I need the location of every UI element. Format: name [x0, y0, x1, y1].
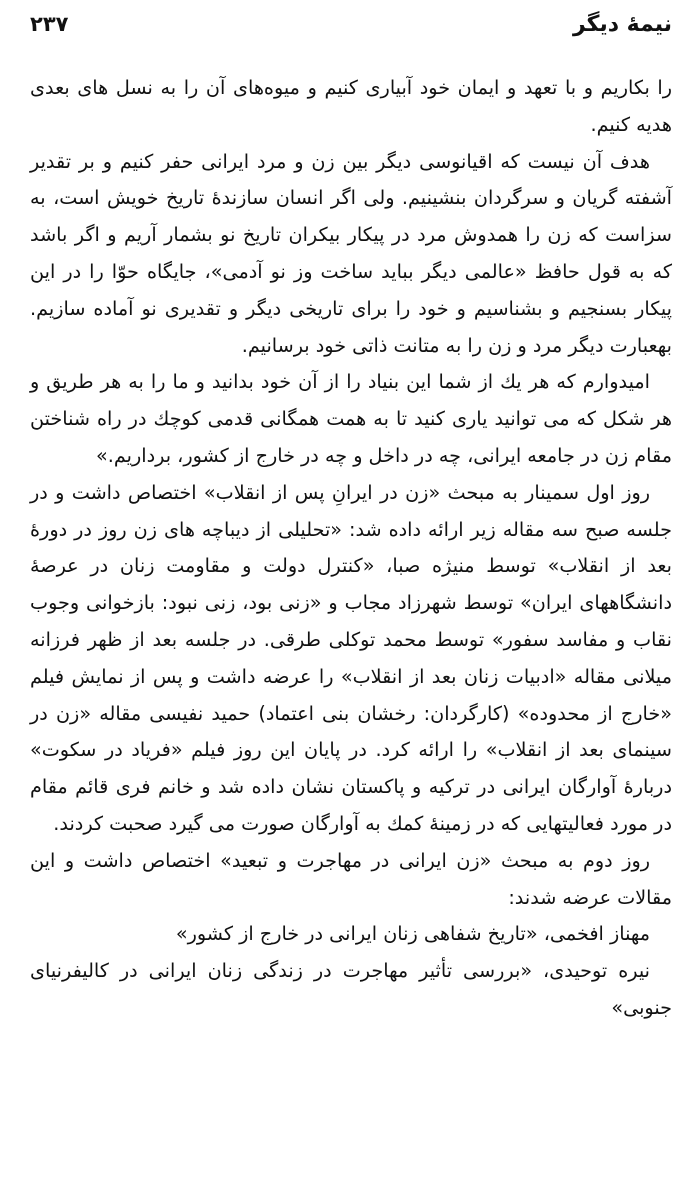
page-header: [30, 12, 672, 56]
page-number: ۲۳۷: [30, 12, 69, 36]
running-title: نیمهٔ دیگر: [572, 12, 672, 37]
paragraph: روز دوم به مبحث «زن ایرانی در مهاجرت و تبعید» اختصاص داشت و این مقالات عرضه شدند:: [30, 848, 672, 909]
paragraph: مهناز افخمی، «تاریخ شفاهی زنان ایرانی در خارج از کشور»: [175, 922, 650, 946]
paragraph: امیدوارم که هر یك از شما این بنیاد را از آن خود بدانید و ما را به هر طریق و هر شکل که می توانید یاری کنید تا به همت همگانی قدمی کوچك در راه شناختن مقام زن در جامعه ایرانی، چه در داخل و چه در خارج از کشور، برداریم.»: [30, 370, 672, 467]
paragraph: هدف آن نیست که اقیانوسی دیگر بین زن و مرد ایرانی حفر کنیم و بر تقدیر آشفته گریان و سرگردان بنشینیم. ولی اگر انسان سازندهٔ تاریخ خویش است، به سزاست که زن را همدوش مرد در پیکار بیکران تاریخ نو بشمار آریم و اگر باشد که به قول حافظ «عالمی دیگر بباید ساخت وز نو آدمی»، جایگاه حوّا را در این پیکار بسنجیم و بشناسیم و خود را برای تاریخی دیگر و تقدیری نو آماده سازیم. بهعبارت دیگر مرد و زن را به متانت ذاتی خود برسانیم.: [30, 149, 672, 357]
paragraph: را بکاریم و با تعهد و ایمان خود آبیاری کنیم و میوه‌های آن را به نسل های بعدی هدیه کنیم.: [30, 76, 672, 136]
paragraph: نیره توحیدی، «بررسی تأثیر مهاجرت در زندگی زنان ایرانی در کالیفرنیای جنوبی»: [30, 959, 672, 1019]
body-text: [30, 70, 672, 1027]
paragraph: روز اول سمینار به مبحث «زن در ایرانِ پس از انقلاب» اختصاص داشت و در جلسه صبح سه مقاله زیر ارائه داده شد: «تحلیلی از دیباچه های زن روز در دورهٔ بعد از انقلاب» توسط منیژه صبا، «کنترل دولت و مقاومت زنان در عرصهٔ دانشگاههای ایران» توسط شهرزاد مجاب و «زنی بود، زنی نبود: بازخوانی وجوب نقاب و مفاسد سفور» توسط محمد توکلی طرقی. در جلسه بعد از ظهر فرزانه میلانی مقاله «ادبیات زنان بعد از انقلاب» را عرضه داشت و پس از نمایش فیلم «خارج از محدوده» (کارگردان: رخشان بنی اعتماد) حمید نفیسی مقاله «زن در سینمای بعد از انقلاب» را ارائه کرد. در پایان این روز فیلم «فریاد در سکوت» دربارهٔ آوارگان ایرانی در ترکیه و پاکستان نشان داده شد و خانم فری قائم مقام در مورد فعالیتهایی که در زمینهٔ کمك به آوارگان صورت می گیرد صحبت کردند.: [30, 480, 672, 835]
